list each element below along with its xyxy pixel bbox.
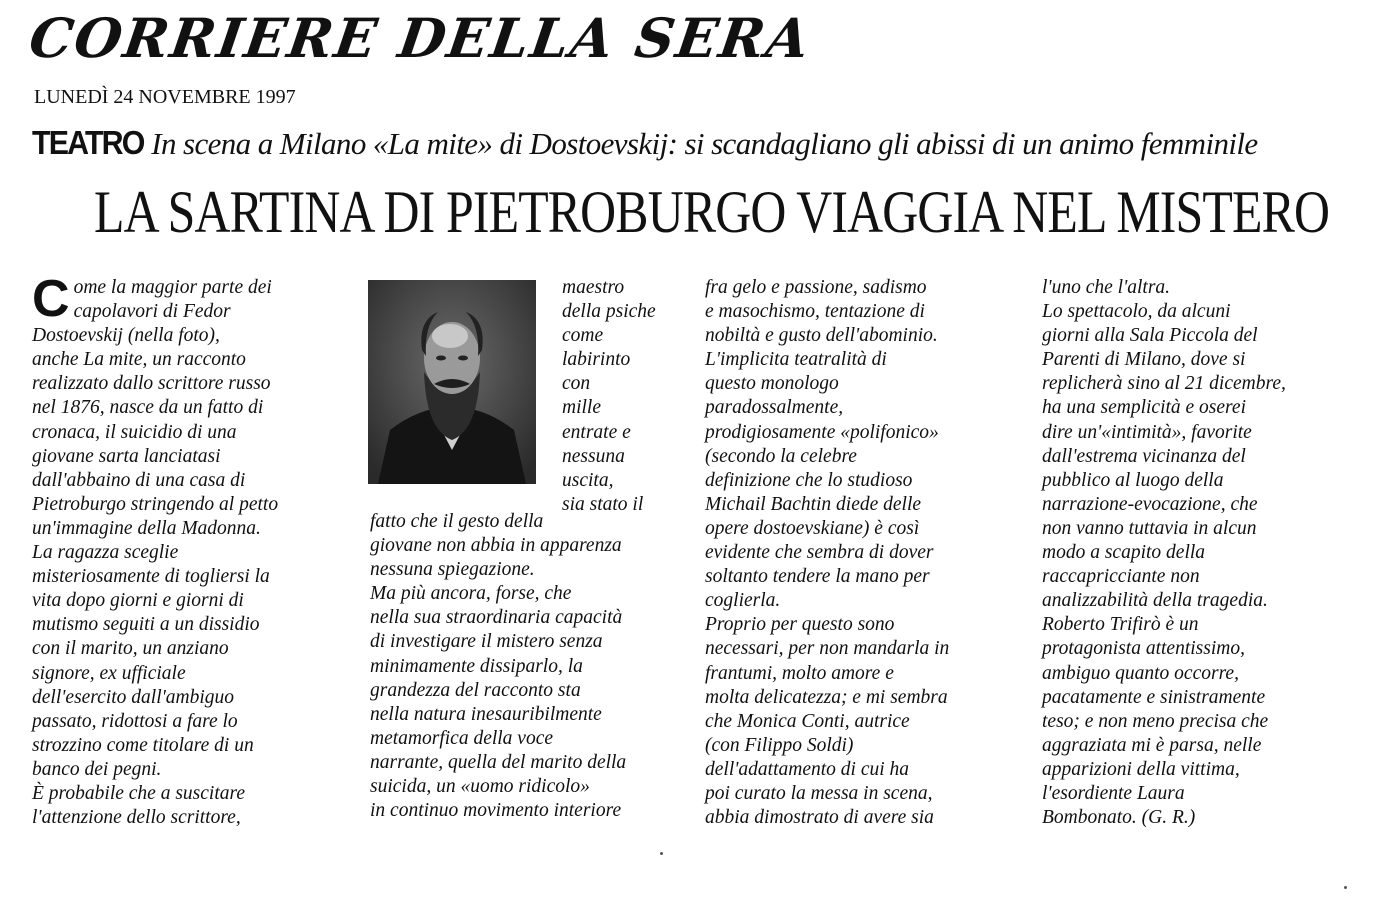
text-line: strozzino come titolare di un [32,734,254,756]
text-line: l'attenzione dello scrittore, [32,807,241,829]
text-line: dall'estrema vicinanza del [1042,445,1246,467]
text-line: narrazione-evocazione, che [1042,493,1258,515]
kicker-subtitle: In scena a Milano «La mite» di Dostoevskij: si scandagliano gli abissi di un animo femminile [151,126,1258,161]
text-line: frantumi, molto amore e [705,662,894,684]
text-line: con [562,373,591,395]
drop-cap: C [32,270,70,328]
text-line: definizione che lo studioso [705,469,913,491]
text-line: Michail Bachtin diede delle [705,493,922,515]
text-line: Bombonato. (G. R.) [1042,807,1196,829]
text-line: È probabile che a suscitare [32,782,246,804]
dateline: LUNEDÌ 24 NOVEMBRE 1997 [34,86,296,108]
text-line: apparizioni della vittima, [1042,758,1240,780]
text-line: paradossalmente, [705,397,844,419]
text-line: non vanno tuttavia in alcun [1042,517,1257,539]
print-speck [1344,886,1347,889]
text-line: Ma più ancora, forse, che [370,583,572,605]
article-column-5 [1042,276,1286,830]
portrait-photo-icon [368,280,536,484]
text-line: pubblico al luogo della [1042,469,1224,491]
text-line: Proprio per questo sono [705,614,895,636]
print-speck [660,852,663,855]
text-line: nella natura inesauribilmente [370,703,602,725]
article-column-2 [562,276,656,517]
headline: LA SARTINA DI PIETROBURGO VIAGGIA NEL MISTERO [94,179,1330,245]
article-column-3 [370,510,626,823]
text-line: opere dostoevskiane) è così [705,517,920,539]
text-line: (secondo la celebre [705,445,857,467]
text-line: replicherà sino al 21 dicembre, [1042,373,1286,395]
text-line: sia stato il [562,493,644,515]
text-line: nel 1876, nasce da un fatto di [32,397,264,419]
text-line: della psiche [562,301,656,323]
text-line: ha una semplicità e oserei [1042,397,1246,419]
text-line: un'immagine della Madonna. [32,517,261,539]
text-line: prodigiosamente «polifonico» [705,421,939,443]
article-column-1 [32,270,279,830]
text-line: fatto che il gesto della [370,511,544,532]
text-line: Dostoevskij (nella foto), [32,325,220,347]
text-line: raccapricciante non [1042,566,1200,588]
text-line: realizzato dallo scrittore russo [32,373,271,395]
text-line: abbia dimostrato di avere sia [705,807,934,829]
text-line: capolavori di Fedor [73,301,231,323]
text-line: che Monica Conti, autrice [705,710,910,732]
text-line: e masochismo, tentazione di [705,301,925,323]
text-line: Parenti di Milano, dove si [1042,349,1246,371]
text-line: come [562,325,604,347]
text-line: in continuo movimento interiore [370,800,622,822]
text-line: giovane non abbia in apparenza [370,535,622,557]
section-tag: TEATRO [32,124,144,161]
text-line: dell'adattamento di cui ha [705,758,910,780]
text-line: maestro [562,277,625,298]
text-line: nella sua straordinaria capacità [370,607,623,629]
text-line: necessari, per non mandarla in [705,638,950,660]
text-line: aggraziata mi è parsa, nelle [1042,734,1262,756]
text-line: Pietroburgo stringendo al petto [32,493,279,515]
text-line: nobiltà e gusto dell'abominio. [705,325,938,347]
text-line: giovane sarta lanciatasi [32,445,221,467]
text-line: cronaca, il suicidio di una [32,421,237,443]
text-line: vita dopo giorni e giorni di [32,590,244,612]
text-line: analizzabilità della tragedia. [1042,590,1268,612]
text-line: molta delicatezza; e mi sembra [705,686,948,708]
text-line: di investigare il mistero senza [370,631,603,653]
text-line: nessuna [562,445,625,467]
text-line: passato, ridottosi a fare lo [32,710,238,732]
kicker [32,124,1372,162]
text-line: entrate e [562,421,631,443]
text-line: fra gelo e passione, sadismo [705,277,927,298]
text-line: (con Filippo Soldi) [705,734,854,756]
text-line: dall'abbaino di una casa di [32,469,246,491]
text-line: narrante, quella del marito della [370,751,627,773]
text-line: uscita, [562,469,614,491]
text-line: coglierla. [705,590,781,612]
text-line: protagonista attentissimo, [1042,638,1245,660]
text-line: anche La mite, un racconto [32,349,246,371]
text-line: labirinto [562,349,631,371]
text-line: dell'esercito dall'ambiguo [32,686,235,708]
text-line: l'uno che l'altra. [1042,277,1171,298]
text-line: con il marito, un anziano [32,638,229,660]
text-line: teso; e non meno precisa che [1042,710,1269,732]
text-line: giorni alla Sala Piccola del [1042,325,1258,347]
text-line: Lo spettacolo, da alcuni [1042,301,1231,323]
text-line: soltanto tendere la mano per [705,566,930,588]
text-line: evidente che sembra di dover [705,542,934,564]
text-line: grandezza del racconto sta [370,679,581,701]
text-line: suicida, un «uomo ridicolo» [370,776,590,798]
text-line: poi curato la messa in scena, [705,782,933,804]
text-line: l'esordiente Laura [1042,782,1185,804]
text-line: banco dei pegni. [32,758,162,780]
text-line: mutismo seguiti a un dissidio [32,614,260,636]
text-line: L'implicita teatralità di [705,349,887,371]
text-line: Roberto Trifirò è un [1042,614,1199,636]
text-line: modo a scapito della [1042,542,1206,564]
text-line: misteriosamente di togliersi la [32,566,270,588]
text-line: ambiguo quanto occorre, [1042,662,1239,684]
article-column-4 [705,276,949,830]
masthead: CORRIERE DELLA SERA [25,6,816,70]
text-line: mille [562,397,601,419]
text-line: signore, ex ufficiale [32,662,186,684]
text-line: dire un'«intimità», favorite [1042,421,1252,443]
text-line: nessuna spiegazione. [370,559,535,581]
text-line: metamorfica della voce [370,727,554,749]
text-line: pacatamente e sinistramente [1042,686,1266,708]
text-line: La ragazza sceglie [32,542,179,564]
text-line: ome la maggior parte dei [73,277,272,298]
text-line: minimamente dissiparlo, la [370,655,583,677]
text-line: questo monologo [705,373,839,395]
